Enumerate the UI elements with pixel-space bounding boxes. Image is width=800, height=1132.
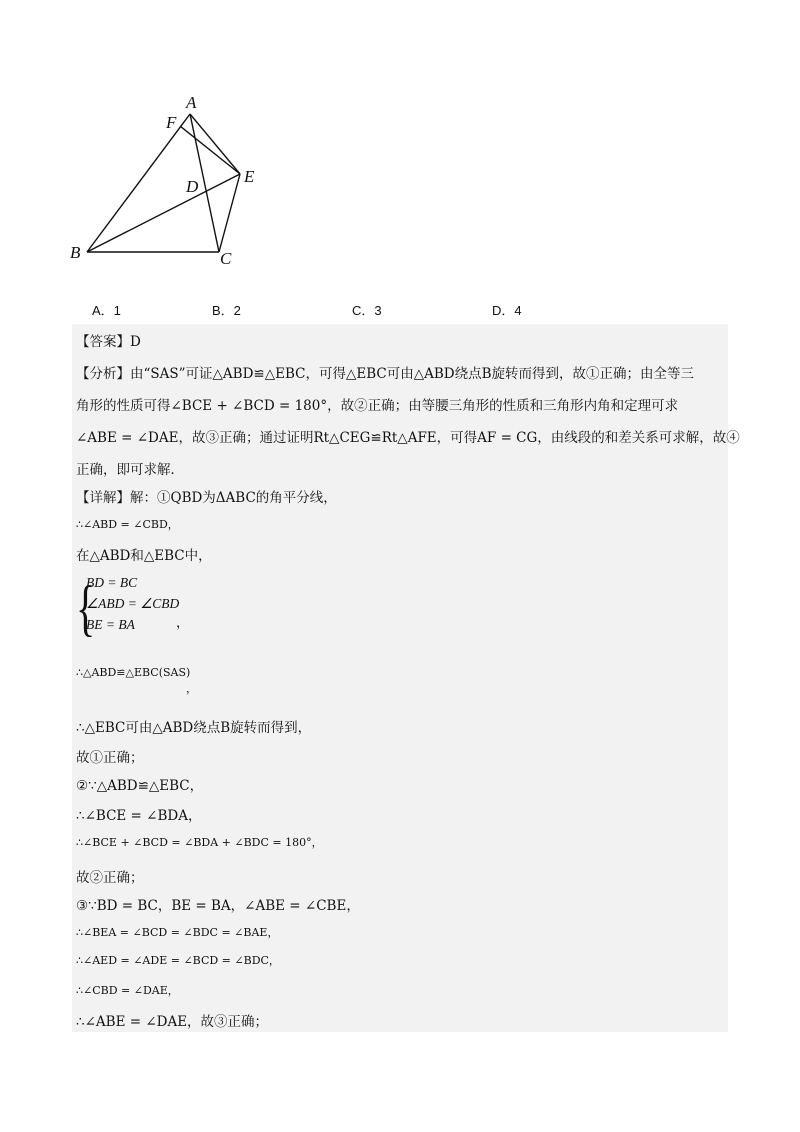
condition-row-1: BD = BC	[86, 575, 138, 590]
detail-line-6: 故①正确；	[76, 750, 144, 766]
detail-line-7: ②∵△ABD≌△EBC，	[76, 778, 204, 794]
point-label-e: E	[244, 167, 255, 186]
detail-line-8: ∴∠BCE = ∠BDA，	[76, 808, 202, 824]
option-c[interactable]: C．3	[352, 303, 382, 318]
detail-line-9: ∴∠BCE + ∠BCD = ∠BDA + ∠BDC = 180°，	[76, 836, 323, 849]
option-b[interactable]: B．2	[212, 303, 241, 318]
segment-ab	[87, 114, 190, 252]
analysis-line-1: 【分析】由“SAS”可证△ABD≌△EBC，可得△EBC可由△ABD绕点B旋转而得到，故①正确；由全等三	[76, 366, 695, 382]
detail-line-4: ∴△ABD≌△EBC(SAS)	[76, 666, 191, 679]
detail-line-1: 【详解】解：①QBD为ΔABC的角平分线，	[76, 490, 337, 506]
point-label-a: A	[186, 93, 197, 112]
condition-row-2: ∠ABD = ∠CBD	[86, 596, 180, 611]
answer-options	[92, 300, 692, 320]
segment-fe	[180, 126, 240, 174]
option-a[interactable]: A．1	[92, 303, 121, 318]
segment-ec	[219, 174, 240, 252]
point-label-f: F	[166, 113, 177, 132]
point-label-d: D	[186, 177, 199, 196]
analysis-line-4: 正确，即可求解．	[76, 462, 184, 478]
detail-line-12: ∴∠BEA = ∠BCD = ∠BDC = ∠BAE，	[76, 926, 279, 939]
answer-line: 【答案】D	[76, 334, 141, 350]
point-label-c: C	[220, 249, 232, 268]
detail-line-5: ∴△EBC可由△ABD绕点B旋转而得到，	[76, 720, 312, 736]
segment-ae	[190, 114, 240, 174]
condition-row-3: BE = BA	[86, 617, 135, 632]
option-d[interactable]: D．4	[492, 303, 522, 318]
detail-line-3: 在△ABD和△EBC中，	[76, 548, 212, 564]
detail-line-15: ∴∠ABE = ∠DAE，故③正确；	[76, 1014, 269, 1030]
geometry-figure	[62, 88, 302, 268]
conditions-comma: ，	[176, 615, 190, 631]
detail-line-4-comma: ，	[186, 682, 197, 695]
detail-line-2: ∴∠ABD = ∠CBD，	[76, 518, 179, 531]
detail-line-11: ③∵BD = BC，BE = BA，∠ABE = ∠CBE，	[76, 898, 360, 914]
geometry-diagram	[62, 88, 302, 268]
point-label-b: B	[70, 243, 81, 262]
detail-line-14: ∴∠CBD = ∠DAE，	[76, 984, 179, 997]
analysis-line-3: ∠ABE = ∠DAE，故③正确；通过证明Rt△CEG≌Rt△AFE，可得AF = CG，由线段的和差关系可求解，故④	[76, 430, 740, 446]
analysis-line-2: 角形的性质可得∠BCE + ∠BCD = 180°，故②正确；由等腰三角形的性质和三角形内角和定理可求	[76, 398, 679, 414]
brace-symbol: {	[76, 572, 96, 643]
detail-line-13: ∴∠AED = ∠ADE = ∠BCD = ∠BDC，	[76, 954, 280, 967]
detail-line-10: 故②正确；	[76, 870, 144, 886]
